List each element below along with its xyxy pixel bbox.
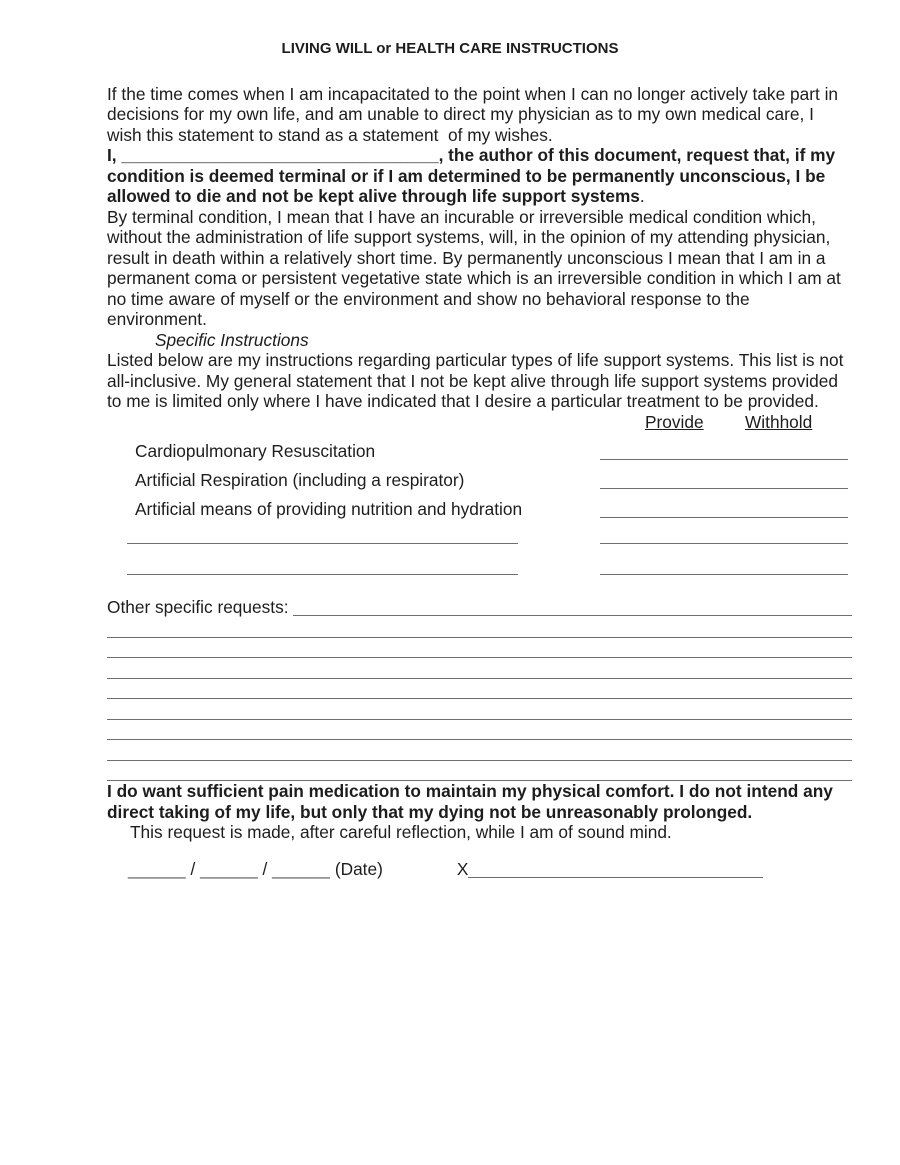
provide-withhold-blank[interactable] — [600, 528, 848, 544]
other-requests-lines — [107, 617, 852, 781]
blank-line[interactable] — [107, 740, 852, 761]
declaration-prefix: I, — [107, 145, 122, 165]
treatment-name-blank[interactable] — [127, 528, 518, 544]
signature-row — [107, 859, 852, 880]
treatment-name-blank[interactable] — [127, 559, 518, 575]
treatment-label-artificial-respiration: Artificial Respiration (including a respirator) — [135, 469, 465, 490]
other-requests-row — [107, 597, 852, 618]
other-requests-label: Other specific requests: — [107, 596, 289, 617]
blank-line[interactable] — [107, 658, 852, 679]
declaration-body: , the author of this document, request that, if my condition is deemed terminal or if I am determined to be permanently unconscious, I be allowed to die and not be kept alive through life support systems — [107, 145, 840, 206]
intro-paragraph: If the time comes when I am incapacitated to the point when I can no longer actively take part in decisions for my own life, and am unable to direct my physician as to my own medical care, I wish this statement to stand as a statement of my wishes. — [107, 83, 843, 145]
definitions-paragraph: By terminal condition, I mean that I have an incurable or irreversible medical condition which, without the administration of life support systems, will, in the opinion of my attending physician, result in death within a relatively short time. By permanently unconscious I mean that I am in a permanent coma or persistent vegetative state which is an irreversible condition in which I am at no time aware of myself or the environment and show no behavioral response to the environment. — [107, 206, 846, 329]
table-row — [107, 528, 852, 559]
pain-medication-paragraph: I do want sufficient pain medication to maintain my physical comfort. I do not intend any direct taking of my life, but only that my dying not be unreasonably prolonged. — [107, 781, 838, 822]
declaration-period: . — [639, 186, 645, 206]
blank-line[interactable] — [107, 720, 852, 741]
specific-instructions-paragraph: Listed below are my instructions regarding particular types of life support systems. This list is not all-inclusive. My general statement that I not be kept alive through life support systems provided to me is limited only where I have indicated that I desire a particular treatment to be provided. — [107, 350, 849, 411]
blank-line[interactable] — [107, 699, 852, 720]
column-header-provide: Provide — [645, 411, 704, 432]
blank-line[interactable] — [107, 679, 852, 700]
provide-withhold-blank[interactable] — [600, 499, 848, 518]
date-year-blank[interactable]: ______ — [272, 858, 330, 879]
table-row — [107, 441, 852, 470]
author-name-blank[interactable]: _________________________________ — [121, 145, 439, 165]
table-row — [107, 470, 852, 499]
column-header-withhold: Withhold — [745, 411, 813, 432]
declaration-paragraph — [107, 145, 852, 207]
blank-line[interactable] — [107, 638, 852, 659]
provide-withhold-blank[interactable] — [600, 470, 848, 489]
table-row — [107, 499, 852, 528]
table-row — [107, 559, 852, 590]
signature-x-label: X — [456, 858, 469, 879]
blank-line[interactable] — [107, 761, 852, 782]
document-body — [0, 84, 900, 880]
signature-blank[interactable] — [468, 877, 763, 878]
date-label: (Date) — [334, 858, 383, 879]
date-day-blank[interactable]: ______ — [200, 858, 258, 879]
date-separator: / — [185, 858, 201, 879]
treatment-label-cpr: Cardiopulmonary Resuscitation — [135, 440, 376, 461]
date-month-blank[interactable]: ______ — [128, 858, 186, 879]
treatment-table-header — [107, 412, 852, 441]
sound-mind-paragraph: This request is made, after careful reflection, while I am of sound mind. — [130, 822, 672, 843]
provide-withhold-blank[interactable] — [600, 559, 848, 575]
other-requests-blank[interactable] — [293, 597, 852, 616]
document-title: LIVING WILL or HEALTH CARE INSTRUCTIONS — [281, 40, 619, 57]
specific-instructions-heading: Specific Instructions — [155, 329, 309, 350]
blank-line[interactable] — [107, 617, 852, 638]
date-separator: / — [257, 858, 273, 879]
treatment-label-nutrition-hydration: Artificial means of providing nutrition and hydration — [135, 498, 523, 519]
provide-withhold-blank[interactable] — [600, 441, 848, 460]
treatment-table — [107, 412, 852, 590]
